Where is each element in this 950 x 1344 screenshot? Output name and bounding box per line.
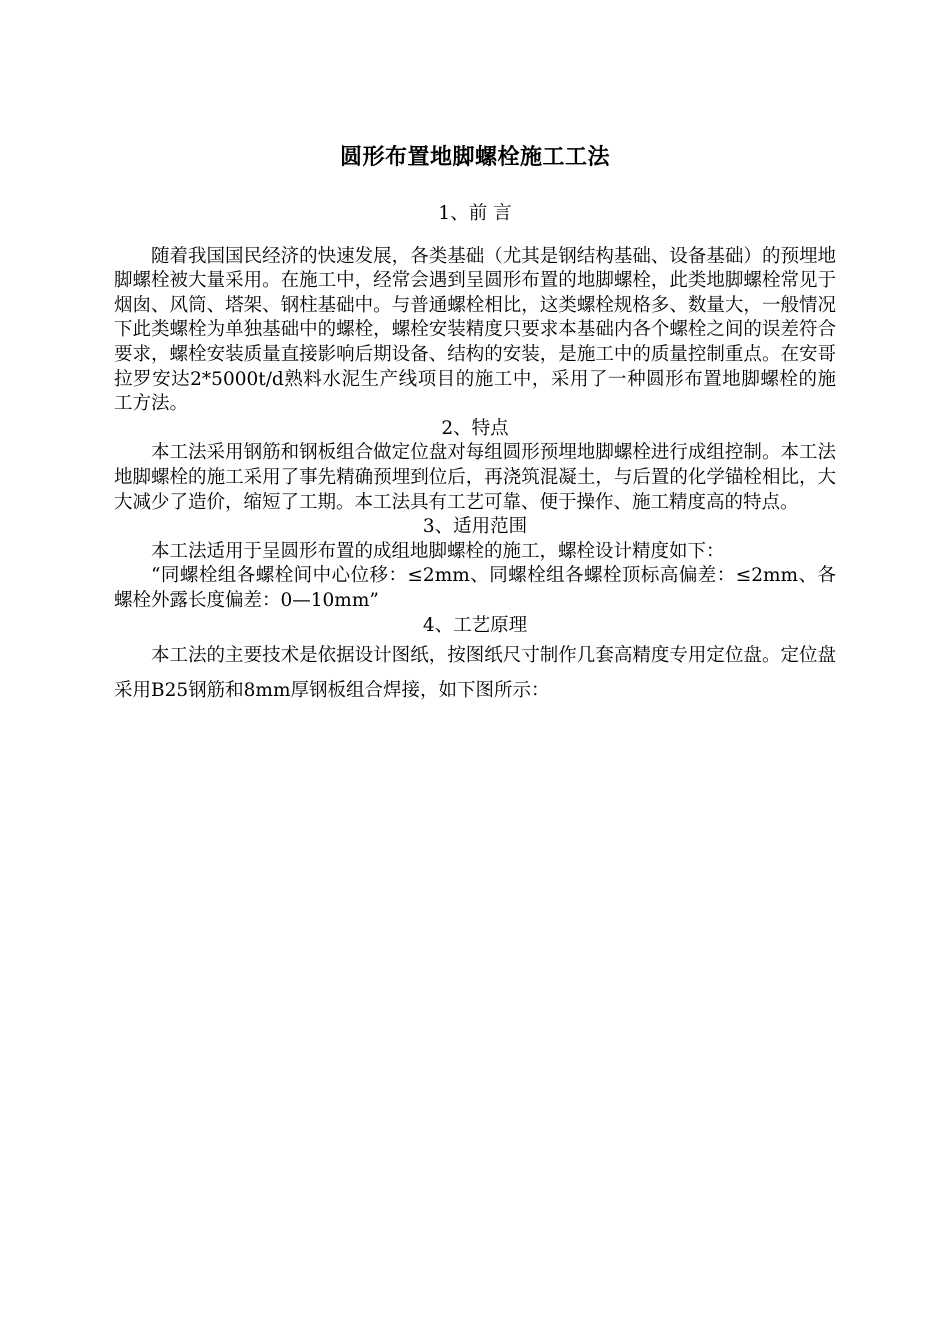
- section-heading-scope: 3、适用范围: [422, 516, 528, 538]
- section-paragraph: 本工法适用于呈圆形布置的成组地脚螺栓的施工，螺栓设计精度如下：: [151, 540, 725, 562]
- section-heading-preface: 1、前 言: [438, 203, 512, 224]
- section-paragraph: 本工法采用钢筋和钢板组合做定位盘对每组圆形预埋地脚螺栓进行成组控制。本工法地脚螺栓的施工采用了事先精确预埋到位后，再浇筑混凝土，与后置的化学锚栓相比，大大减少了造价，缩短了工期。本工法具有工艺可靠、便于操作、施工精度高的特点。: [114, 442, 836, 513]
- section-heading-principle: 4、工艺原理: [422, 614, 528, 636]
- precision-requirements: “同螺栓组各螺栓间中心位移：≤2mm、同螺栓组各螺栓顶标高偏差：≤2mm、各螺栓外露长度偏差：0—10mm”: [114, 565, 836, 611]
- document-body: [114, 202, 836, 708]
- section-heading-features: 2、特点: [441, 417, 509, 439]
- document-title: 圆形布置地脚螺栓施工工法: [339, 145, 610, 170]
- section-paragraph: 本工法的主要技术是依据设计图纸，按图纸尺寸制作几套高精度专用定位盘。定位盘采用B25钢筋和8mm厚钢板组合焊接，如下图所示：: [114, 645, 836, 702]
- section-paragraph: 随着我国国民经济的快速发展，各类基础（尤其是钢结构基础、设备基础）的预埋地脚螺栓被大量采用。在施工中，经常会遇到呈圆形布置的地脚螺栓，此类地脚螺栓常见于烟囱、风筒、塔架、钢柱基础中。与普通螺栓相比，这类螺栓规格多、数量大，一般情况下此类螺栓为单独基础中的螺栓，螺栓安装精度只要求本基础内各个螺栓之间的误差符合要求，螺栓安装质量直接影响后期设备、结构的安装，是施工中的质量控制重点。在安哥拉罗安达2*5000t/d熟料水泥生产线项目的施工中，采用了一种圆形布置地脚螺栓的施工方法。: [114, 245, 836, 415]
